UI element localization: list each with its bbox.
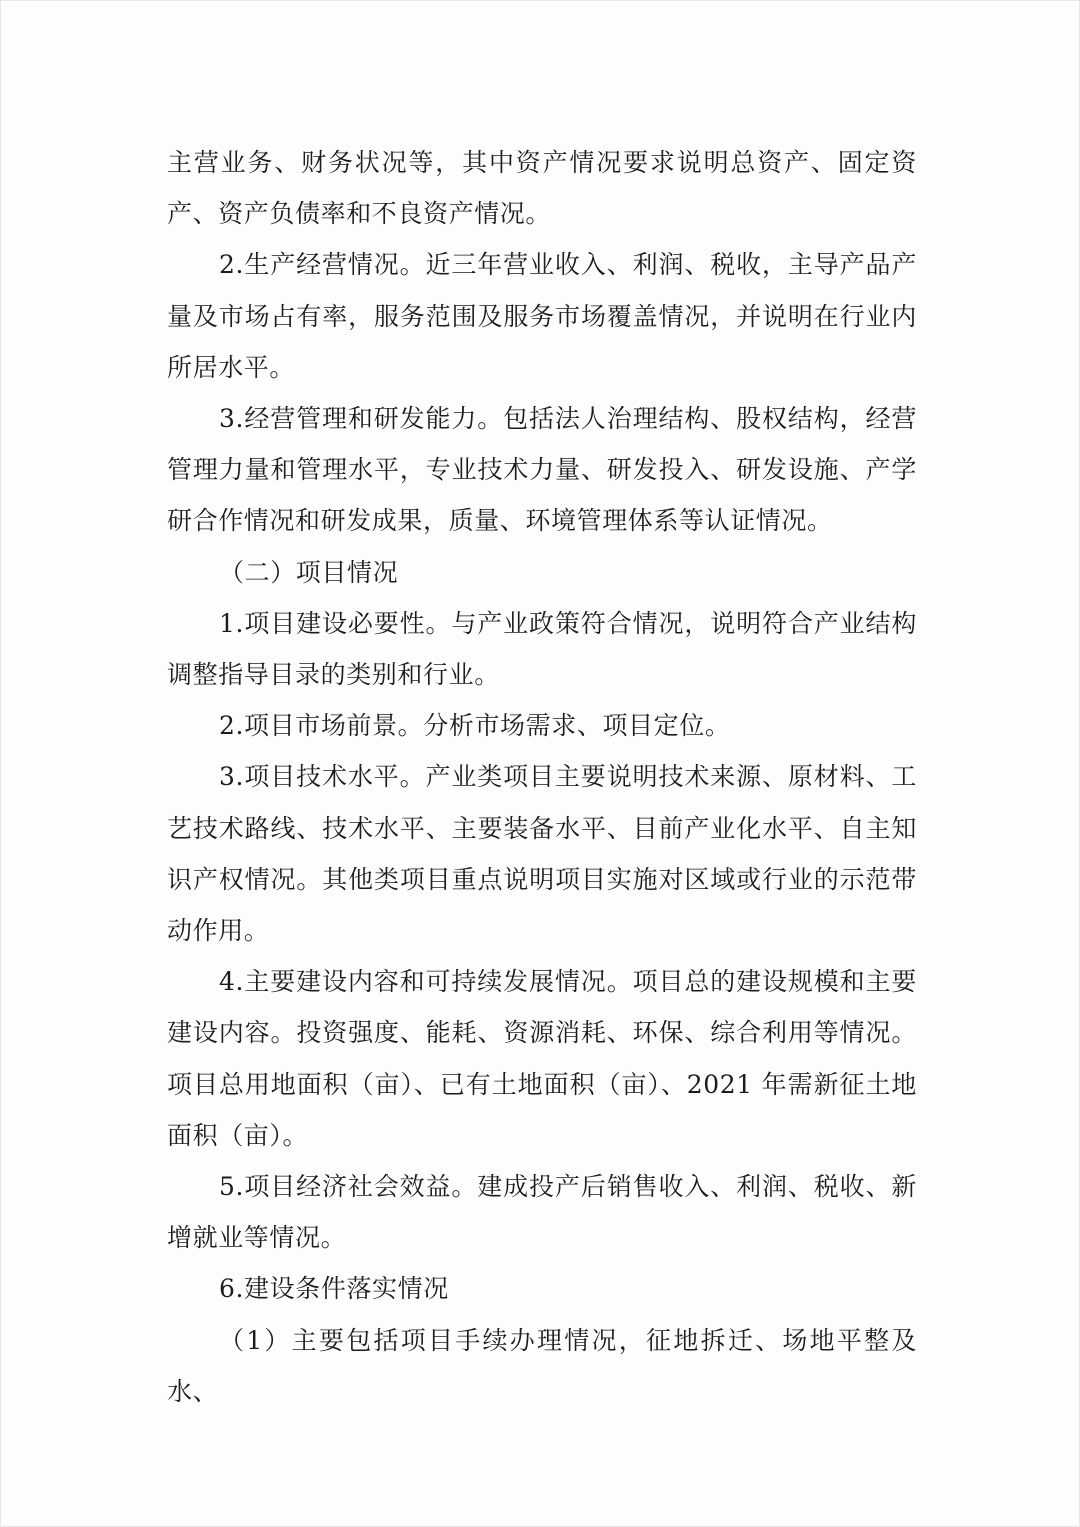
paragraph-project-necessity: 1.项目建设必要性。与产业政策符合情况，说明符合产业结构调整指导目录的类别和行业。 bbox=[167, 608, 917, 690]
paragraph-procedures: （1）主要包括项目手续办理情况，征地拆迁、场地平整及水、 bbox=[167, 1325, 917, 1406]
paragraph-construction-content: 4.主要建设内容和可持续发展情况。项目总的建设规模和主要建设内容。投资强度、能耗、资源消耗、环保、综合利用等情况。项目总用地面积（亩）、已有土地面积（亩）、2021 年需新征土地面积（亩）。 bbox=[167, 967, 917, 1150]
paragraph-market-prospect: 2.项目市场前景。分析市场需求、项目定位。 bbox=[219, 711, 731, 741]
paragraph-construction-conditions: 6.建设条件落实情况 bbox=[219, 1274, 449, 1304]
paragraph-technology-level: 3.项目技术水平。产业类项目主要说明技术来源、原材料、工艺技术路线、技术水平、主要装备水平、目前产业化水平、自主知识产权情况。其他类项目重点说明项目实施对区域或行业的示范带动作用。 bbox=[167, 762, 917, 946]
paragraph-company-business: 主营业务、财务状况等，其中资产情况要求说明总资产、固定资产、资产负债率和不良资产情况。 bbox=[167, 148, 917, 229]
section-heading-project: （二）项目情况 bbox=[219, 557, 399, 587]
paragraph-production-operation: 2.生产经营情况。近三年营业收入、利润、税收，主导产品产量及市场占有率，服务范围及服务市场覆盖情况，并说明在行业内所居水平。 bbox=[167, 250, 917, 382]
paragraph-economic-benefit: 5.项目经济社会效益。建成投产后销售收入、利润、税收、新增就业等情况。 bbox=[167, 1172, 917, 1253]
document-body bbox=[167, 137, 917, 1417]
paragraph-management-rd: 3.经营管理和研发能力。包括法人治理结构、股权结构，经营管理力量和管理水平，专业技术力量、研发投入、研发设施、产学研合作情况和研发成果，质量、环境管理体系等认证情况。 bbox=[167, 404, 917, 536]
